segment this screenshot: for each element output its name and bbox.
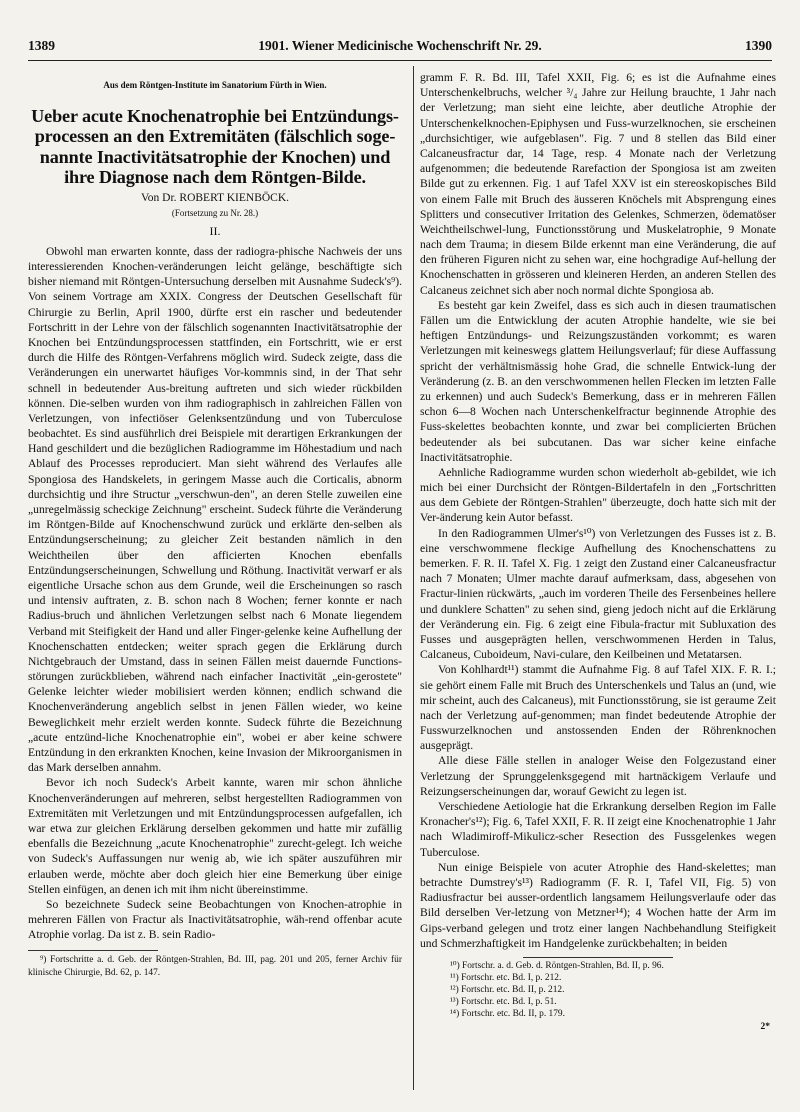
- column-divider: [413, 66, 414, 1090]
- page-number-left: 1389: [28, 38, 55, 53]
- journal-title: 1901. Wiener Medicinische Wochenschrift Nr. 29.: [258, 38, 542, 53]
- body-paragraph: Es besteht gar kein Zweifel, dass es sich auch in diesen traumatischen Fällen um die Entwicklung der acuten Atrophie handelte, wie sie bei heftigen Entzündungs- und Reizungszuständen vorkommt; es waren Verletzungen mit keineswegs glattem Heilungsverlauf; für diese Auffassung spricht der verhältnismässig hohe Grad, die schnelle Entwick-lung der Veränderung (z. B. an den verschwommenen hellen Flecken im letzten Falle zu erkennen) und auch Sudeck's Bemerkung, dass er in mehreren Fällen schon 6—8 Wochen nach Unterschenkelfractur beginnende Atrophie des Fuss-skelettes beobachten konnte, und zwar bei complicierten Brüchen bedeutender als bei subcutanen. Das war sicher keine einfache Inactivitätsatrophie.: [420, 298, 776, 464]
- body-paragraph: gramm F. R. Bd. III, Tafel XXII, Fig. 6; es ist die Aufnahme eines Unterschenkelbruchs, welcher ³/₄ Jahre zur Heilung brauchte, 1 Jahr nach der Verletzung; man sieht eine leichte, aber deutliche Atrophie der Unterschenkelknochen-Epiphysen und Fuss-wurzelknochen, sie erscheinen „durchsichtiger, wie aufgeblasen". Fig. 7 und 8 stellen das Bild einer Calcaneusfractur dar, 14 Tage, resp. 4 Monate nach der Verletzung aufgenommen; die bedeutende Rarefaction der Spongiosa ist am zweiten Bilde gut zu erkennen. Fig. 1 auf Tafel XXV ist ein stereoskopisches Bild von einem Falle mit Bruch des äusseren Knöchels mit Absprengung eines Splitters und consecutiver Irritation des Gelenkes, Schmerzen, ödematöser Weichtheilschwel-lung, Functionsstörung und Muskelatrophie, 9 Monate nach dem Trauma; in diesem Bilde erkennt man eine Veränderung, die auf den früheren Figuren nicht zu sehen war, eine hochgradige Auf-hellung der Knochenschatten in grösseren und kleineren Herden, an anderen Stellen des Calcaneus zeichnet sich aber noch normal dichte Spongiosa ab.: [420, 71, 776, 297]
- right-column: [420, 70, 776, 1092]
- header-rule: [28, 60, 772, 61]
- body-paragraph: In den Radiogrammen Ulmer's¹⁰) von Verletzungen des Fusses ist z. B. eine verschwommene fleckige Aufhellung des Knochenschattens zu bemerken. F. R. II. Tafel X. Fig. 1 zeigt den Zustand einer Calcaneusfractur nach 7 Monaten; Ulmer machte darauf aufmerksam, dass, abgesehen von Fractur-linien rückwärts, „auch im vorderen Theile des Fersenbeines hellere und dunklere Schatten" zu sehen sind, gieng jedoch nicht auf die Erklärung der Veränderung ein. Fig. 6 zeigt eine Fibula-fractur mit Subluxation des Fusses und ausgeprägten hellen, verschwommenen Herden in Talus, Calcaneus, Cuboideum, Navi-culare, den Keilbeinen und Metatarsen.: [420, 526, 776, 662]
- footnote: ¹¹) Fortschr. etc. Bd. I, p. 212.: [450, 972, 562, 983]
- footnote-list: [420, 961, 776, 1021]
- article-author: Von Dr. ROBERT KIENBÖCK.: [140, 192, 290, 205]
- footnote: ¹⁰) Fortschr. a. d. Geb. d. Röntgen-Strahlen, Bd. II, p. 96.: [450, 960, 664, 971]
- footnote-rule: [28, 950, 158, 951]
- continuation-note: (Fortsetzung zu Nr. 28.): [171, 208, 259, 219]
- left-column: [28, 70, 402, 1092]
- footnote: ⁹) Fortschritte a. d. Geb. der Röntgen-Strahlen, Bd. III, pag. 201 und 205, ferner Archiv für klinische Chirurgie, Bd. 62, p. 147.: [28, 955, 402, 978]
- footnote: ¹³) Fortschr. etc. Bd. I, p. 51.: [450, 996, 557, 1007]
- article-title: Ueber acute Knochenatrophie bei Entzündungs-processen an den Extremitäten (fälschlich soge-nannte Inactivitätsatrophie der Knochen) und ihre Diagnose nach dem Röntgen-Bilde.: [31, 105, 399, 187]
- footnote: ¹⁴) Fortschr. etc. Bd. II, p. 179.: [450, 1008, 565, 1019]
- body-paragraph: So bezeichnete Sudeck seine Beobachtungen von Knochen-atrophie in mehreren Fällen von Fractur als Inactivitätsatrophie, wäh-rend offenbar acute Atrophie vorlag. Da ist z. B. sein Radio-: [28, 897, 402, 942]
- body-paragraph: Aehnliche Radiogramme wurden schon wiederholt ab-gebildet, wie ich mich bei einer Durchsicht der Röntgen-Bildertafeln in den „Fortschritten aus dem Gebiete der Röntgen-Strahlen" überzeugte, doch hatte sich mit der Ver-änderung kein Autor befasst.: [420, 465, 776, 525]
- body-paragraph: Bevor ich noch Sudeck's Arbeit kannte, waren mir schon ähnliche Knochenveränderungen auf mehreren, selbst hergestellten Radiogrammen von Extremitäten mit Verletzungen und mit Entzündungsprocessen aufgefallen, ich war etwa zur gleichen Erklärung derselben gekommen und hatte mir zufällig ebenfalls die Bezeichnung „acute Knochenatrophie" zurecht-gelegt. Ich weiche von Sudeck's Auffassungen nur wenig ab, wie ich später auszuführen mir erlauben werde, möchte aber doch gleich hier eine Bemerkung über einige Stellen einfügen, an denen ich mit ihm nicht übereinstimme.: [28, 776, 402, 896]
- running-header: [28, 38, 772, 58]
- body-paragraph: Von Kohlhardt¹¹) stammt die Aufnahme Fig. 8 auf Tafel XIX. F. R. I.; sie gehört einem Falle mit Bruch des Unterschenkels und Talus an (und, wie mir scheint, auch des Calcaneus), mit Functionsstörung, sie ist geraume Zeit nach der Verletzung auf-genommen; man findet bedeutende Atrophie der Fusswurzelknochen und anstossenden Enden der Röhrenknochen ausgeprägt.: [420, 663, 776, 753]
- body-paragraph: Obwohl man erwarten konnte, dass der radiogra-phische Nachweis der uns interessierenden Knochen-veränderungen leicht gelänge, beschäftigte sich bisher niemand mit Röntgen-Untersuchung derselben mit Ausnahme Sudeck's⁹). Von seinem Vortrage am XXIX. Congress der Deutschen Gesellschaft für Chirurgie zu Berlin, April 1900, dürfte erst ein rascher und bedeutender Fortschritt in der Lehre von der fälschlich sogenannten Inactivitätsatrophie der Knochen bei Entzündungsprocessen stattfinden, ein Fortschritt, wie er erst durch die Hilfe des Röntgen-Verfahrens möglich wird. Sudeck zeigte, dass die Veränderungen ein unerwartet häufiges Vor-kommnis sind, in der That sehr schnell in bedeutender Aus-breitung auftreten und sich wieder rückbilden können. Die-selben wurden von ihm radiographisch in zahlreichen Fällen von Verletzungen, von infectiöser Gelenksentzündung und von Tuberculose beobachtet. Es sind ausführlich drei Beispiele mit derartigen Erkrankungen der Hand geschildert und die bezüglichen Radiogramme im Höhestadium und nach Ablauf des Processes reproduciert. Man sieht während des Verlaufes alle Spongiosa des Handskelets, in geringem Masse auch die Corticalis, abnorm durchsichtig und ihre Structur „verschwun-den", an deren Stelle zuweilen eine „unregelmässig scheckige Zeichnung" erscheint. Sudeck führte die Veränderung im Röntgen-Bilde auf Knochenschwund zurück und erklärte den-selben als Entzündungserscheinung; zu gleicher Zeit bestanden nämlich in den Weichtheilen über den afficierten Knochen ebenfalls Entzündungserscheinungen, Schwellung und Röthung. Inactivität verwarf er als eigentliche Ursache schon aus dem Grunde, weil die Erscheinungen so rasch und intensiv auftraten, z. B. schon nach 8 Wochen; ferner konnte er nach Radius-bruch und ähnlichen Verletzungen selbst nach 6 Monate liegendem Verband mit Steifigkeit der Hand und aller Finger-gelenke keine Aufhellung der Knochenschatten entdecken; weiter sprach gegen die Erklärung durch Nichtgebrauch der Umstand, dass in seinen Fällen meist dauernde Functions-störungen zurückblieben, während nach einfacher Inactivität „ein-gerostete" Gelenke leichter wieder mobilisiert werden können; endlich schwand die Knochenveränderung angeblich selbst in jenen Fällen wieder, wo keine Beweglichkeit mehr erzielt werden konnte. Sudeck führte die Bezeichnung „acute entzünd-liche Knochenatrophie ein", wobei er aber keine schwere Entzündung in den erkrankten Knochen, keine Invasion der Mikroorganismen in das Mark derselben annahm.: [28, 244, 402, 775]
- body-paragraph: Verschiedene Aetiologie hat die Erkrankung derselben Region im Falle Kronacher's¹²); Fig. 6, Tafel XXII, F. R. II zeigt eine Knochenatrophie 1 Jahr nach Wladimiroff-Mikulicz-scher Resection des Fussgelenkes wegen Tuberculose.: [420, 800, 776, 859]
- body-paragraph: Nun einige Beispiele von acuter Atrophie des Hand-skelettes; man betrachte Dumstrey's¹³) Radiogramm (F. R. I, Tafel VII, Fig. 5) von Radiusfractur bei ausser-ordentlich langsamem Heilungsverlaufe oder das Bild derselben Ver-letzung von Metzner¹⁴); 4 Wochen hatte der Arm im Gips-verband gelegen und trotz einer langen Nachbehandlung Steifigkeit und Schmerzhaftigkeit im Handgelenke zurückbehalten; in beiden: [420, 860, 776, 950]
- institute-line: Aus dem Röntgen-Institute im Sanatorium Fürth in Wien.: [103, 80, 327, 90]
- page-number-right: 1390: [745, 38, 772, 53]
- footnote-rule: [523, 957, 673, 958]
- section-heading: II.: [209, 224, 221, 239]
- body-paragraph: Alle diese Fälle stellen in analoger Weise den Folgezustand einer Verletzung der Sprunggelenksgegend mit hartnäckigem Verlaufe und Reizungserscheinungen dar, worauf Gewicht zu legen ist.: [420, 754, 776, 798]
- footnote: ¹²) Fortschr. etc. Bd. II, p. 212.: [450, 984, 565, 995]
- signature-mark: 2*: [760, 1021, 770, 1032]
